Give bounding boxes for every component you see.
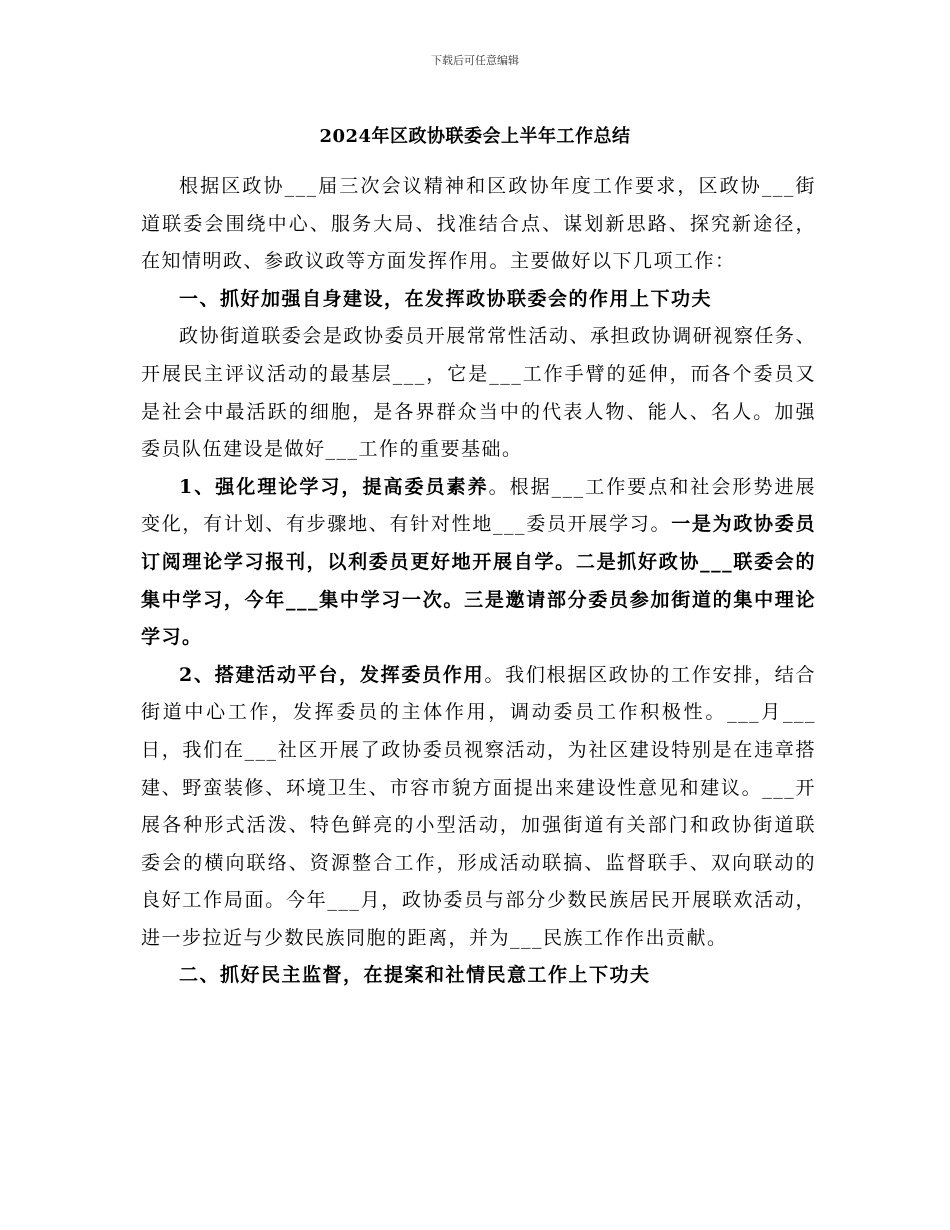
text-run: 。根据___工作要点和社会形势进展变化，有计划、有步骤地、有针对性地___委员开展学习。 xyxy=(141,475,816,536)
text-run: 政协街道联委会是政协委员开展常常性活动、承担政协调研视察任务、开展民主评议活动的最基层___，它是___工作手臂的延伸，而各个委员又是社会中最活跃的细胞，是各界群众当中的代表人物、能人、名人。加强委员队伍建设是做好___工作的重要基础。 xyxy=(141,325,816,461)
section-heading-2 xyxy=(141,957,816,995)
text-run: 一、抓好加强自身建设，在发挥政协联委会的作用上下功夫 xyxy=(179,287,713,310)
text-run: 二、抓好民主监督，在提案和社情民意工作上下功夫 xyxy=(179,964,651,987)
bold-run: 一是为政协委员订阅理论学习报刊，以利委员更好地开展自学。二是抓好政协___联委会的集中学习，今年___集中学习一次。三是邀请部分委员参加街道的集中理论学习。 xyxy=(141,513,816,649)
item-heading: 2、搭建活动平台，发挥委员作用 xyxy=(179,663,485,686)
paragraph-item-2 xyxy=(141,657,816,958)
item-heading: 1、强化理论学习，提高委员素养 xyxy=(179,475,489,498)
text-run: 。我们根据区政协的工作安排，结合街道中心工作，发挥委员的主体作用，调动委员工作积极性。___月___日，我们在___社区开展了政协委员视察活动，为社区建设特别是在违章搭建、野蛮装修、环境卫生、市容市貌方面提出来建设性意见和建议。___开展各种形式活泼、特色鲜亮的小型活动，加强街道有关部门和政协街道联委会的横向联络、资源整合工作，形成活动联搞、监督联手、双向联动的良好工作局面。今年___月，政协委员与部分少数民族居民开展联欢活动，进一步拉近与少数民族同胞的距离，并为___民族工作作出贡献。 xyxy=(141,663,816,949)
header-note: 下载后可任意编辑 xyxy=(431,54,519,67)
text-run: 根据区政协___届三次会议精神和区政协年度工作要求，区政协___街道联委会围绕中心、服务大局、找准结合点、谋划新思路、探究新途径，在知情明政、参政议政等方面发挥作用。主要做好以下几项工作： xyxy=(141,175,816,273)
paragraph-section-1 xyxy=(141,318,816,468)
paragraph-intro xyxy=(141,168,816,281)
section-heading-1 xyxy=(141,281,816,319)
document-body xyxy=(141,168,816,995)
paragraph-item-1 xyxy=(141,469,816,657)
document-title: 2024年区政协联委会上半年工作总结 xyxy=(319,126,631,147)
